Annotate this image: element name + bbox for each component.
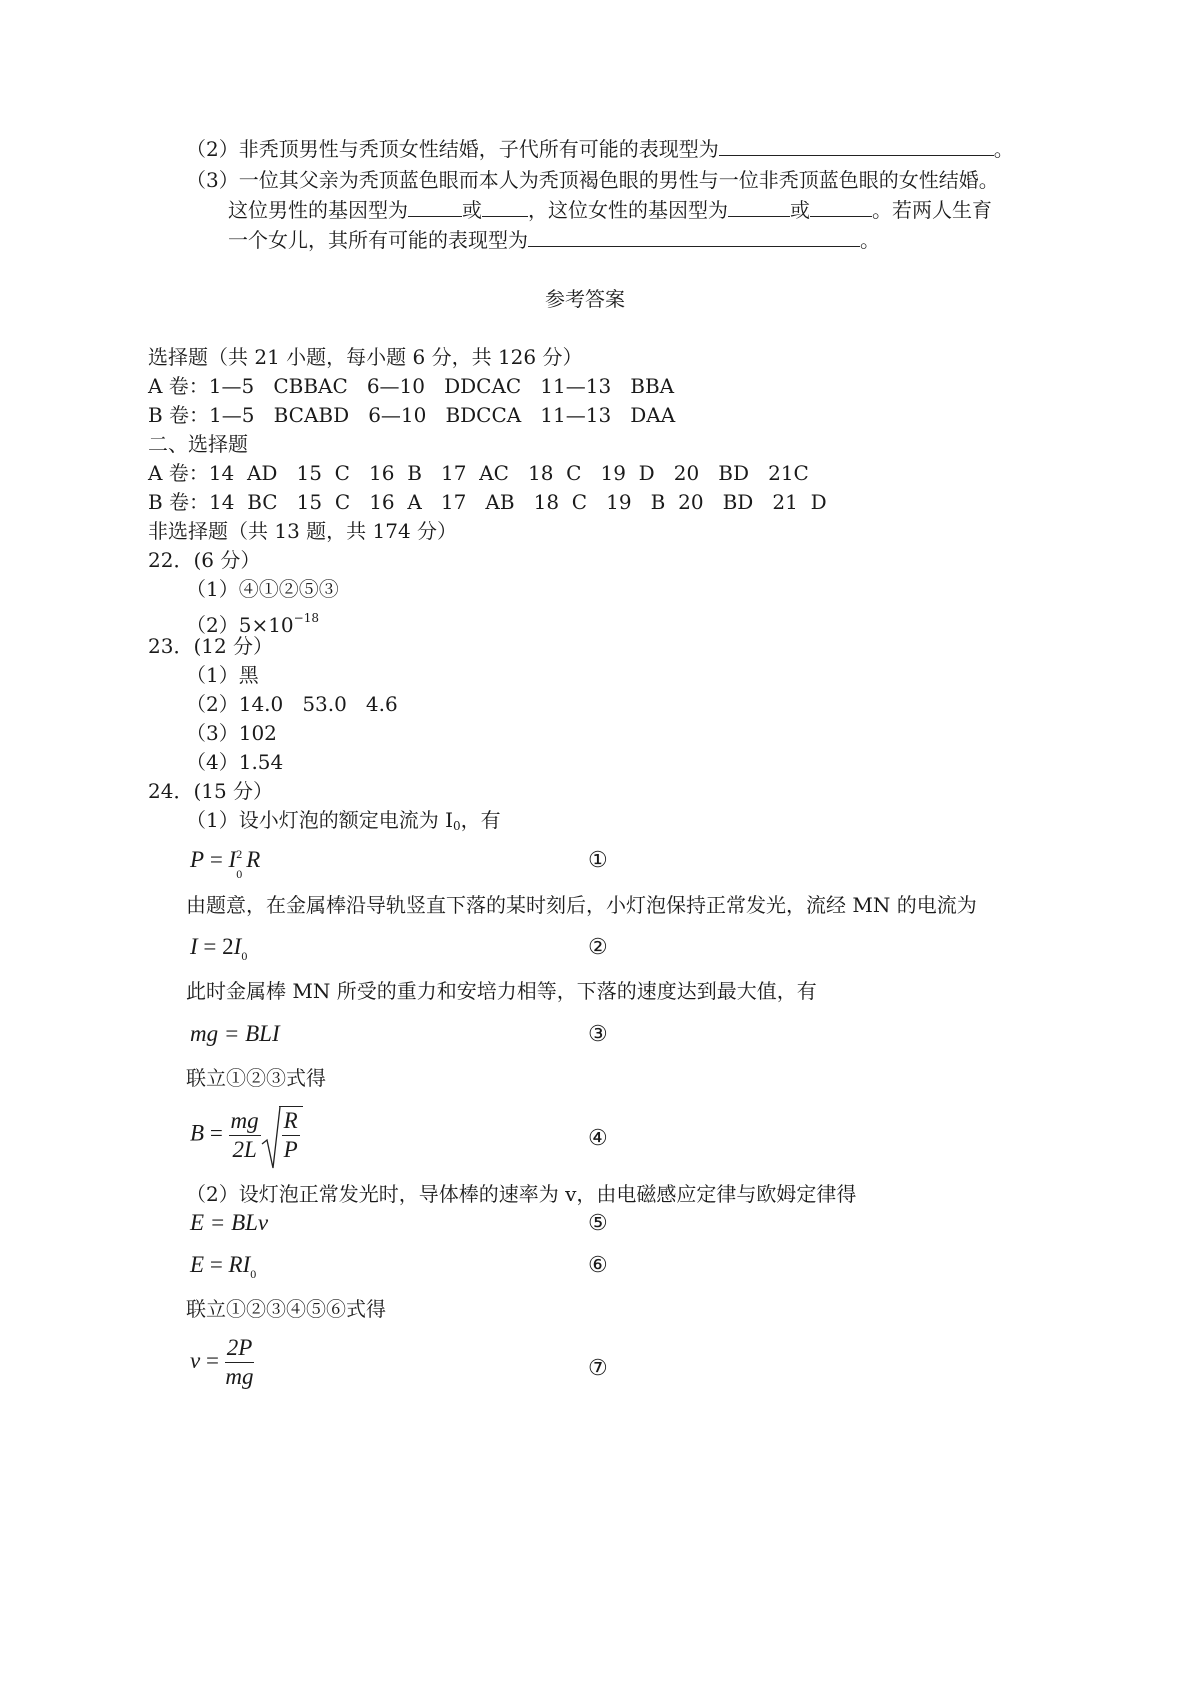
q2-prefix: （2）非秃顶男性与秃顶女性结婚，子代所有可能的表现型为 — [186, 137, 719, 161]
q2-line — [186, 137, 1014, 161]
q3-line2 — [228, 198, 992, 222]
q3-text-a: 这位男性的基因型为 — [228, 198, 408, 222]
marker-1: ① — [588, 848, 608, 873]
q24-1-text: （1）设小灯泡的额定电流为 I — [186, 808, 453, 832]
answer-choice-header: 选择题（共 21 小题，每小题 6 分，共 126 分） — [148, 345, 583, 369]
answer-b-1: B 卷：1—5 BCABD 6—10 BDCCA 11—13 DAA — [148, 403, 676, 427]
equation-1: P = I 2 0 R — [190, 847, 261, 881]
q2-blank — [719, 137, 994, 156]
marker-6: ⑥ — [588, 1253, 608, 1278]
q24-1 — [186, 808, 501, 838]
q3-line3 — [228, 228, 880, 252]
q23-2: （2）14.0 53.0 4.6 — [186, 692, 398, 716]
q3-end: 。 — [860, 228, 880, 252]
marker-2: ② — [588, 935, 608, 960]
equation-5: E = BLv — [190, 1210, 269, 1235]
q3-blank-1 — [408, 198, 462, 217]
q3-text-b: ，这位女性的基因型为 — [528, 198, 728, 222]
q3-or-1: 或 — [462, 198, 482, 222]
q3-text-c: 。若两人生育 — [872, 198, 992, 222]
marker-4: ④ — [588, 1126, 608, 1151]
marker-7: ⑦ — [588, 1356, 608, 1381]
q24-text-4: 联立①②③④⑤⑥式得 — [186, 1297, 386, 1321]
marker-5: ⑤ — [588, 1211, 608, 1236]
marker-3: ③ — [588, 1022, 608, 1047]
q3-text-d: 一个女儿，其所有可能的表现型为 — [228, 228, 528, 252]
answer-section-2: 二、选择题 — [148, 432, 248, 456]
equation-2: $I = 2I_0$ — [190, 934, 248, 963]
equation-3: mg = BLI — [190, 1021, 280, 1046]
q3-blank-5 — [528, 228, 860, 247]
q22-2 — [186, 606, 319, 637]
q3-blank-4 — [810, 198, 872, 217]
q22-1: （1）④①②⑤③ — [186, 577, 339, 601]
equation-6: $E = RI_0$ — [190, 1252, 257, 1281]
q22-2-exponent: −18 — [293, 611, 319, 625]
q24-text-2: 此时金属棒 MN 所受的重力和安培力相等，下落的速度达到最大值，有 — [186, 979, 817, 1003]
q24-header: 24．(15 分） — [148, 779, 274, 803]
q3-line1: （3）一位其父亲为秃顶蓝色眼而本人为秃顶褐色眼的男性与一位非秃顶蓝色眼的女性结婚。 — [186, 168, 999, 192]
q22-2-text: （2）5×10 — [186, 613, 294, 637]
q24-text-1: 由题意，在金属棒沿导轨竖直下落的某时刻后，小灯泡保持正常发光，流经 MN 的电流为 — [186, 893, 977, 917]
q3-or-2: 或 — [790, 198, 810, 222]
q24-1-sub: 0 — [452, 819, 461, 833]
q23-3: （3）102 — [186, 721, 277, 745]
q23-header: 23．(12 分） — [148, 634, 274, 658]
q3-blank-2 — [482, 198, 528, 217]
equation-7: v = $\frac{2P}{mg}$ — [190, 1335, 254, 1389]
answer-nonchoice-header: 非选择题（共 13 题，共 174 分） — [148, 519, 458, 543]
q23-1: （1）黑 — [186, 663, 259, 687]
answer-a-1: A 卷：1—5 CBBAC 6—10 DDCAC 11—13 BBA — [148, 374, 675, 398]
q22-header: 22．(6 分） — [148, 548, 261, 572]
q24-2: （2）设灯泡正常发光时，导体棒的速率为 v，由电磁感应定律与欧姆定律得 — [186, 1182, 857, 1206]
q23-4: （4）1.54 — [186, 750, 284, 774]
equation-4: B = $\frac{mg}{2L}$ $\frac{R}{P}$ — [190, 1106, 303, 1164]
q24-1-tail: ，有 — [460, 808, 501, 832]
answer-a-2: A 卷：14 AD 15 C 16 B 17 AC 18 C 19 D 20 BD 21C — [148, 461, 809, 485]
q2-suffix: 。 — [993, 137, 1014, 161]
answer-title: 参考答案 — [545, 287, 625, 311]
answer-b-2: B 卷：14 BC 15 C 16 A 17 AB 18 C 19 B 20 BD 21 D — [148, 490, 827, 514]
q3-blank-3 — [728, 198, 790, 217]
q24-text-3: 联立①②③式得 — [186, 1066, 326, 1090]
